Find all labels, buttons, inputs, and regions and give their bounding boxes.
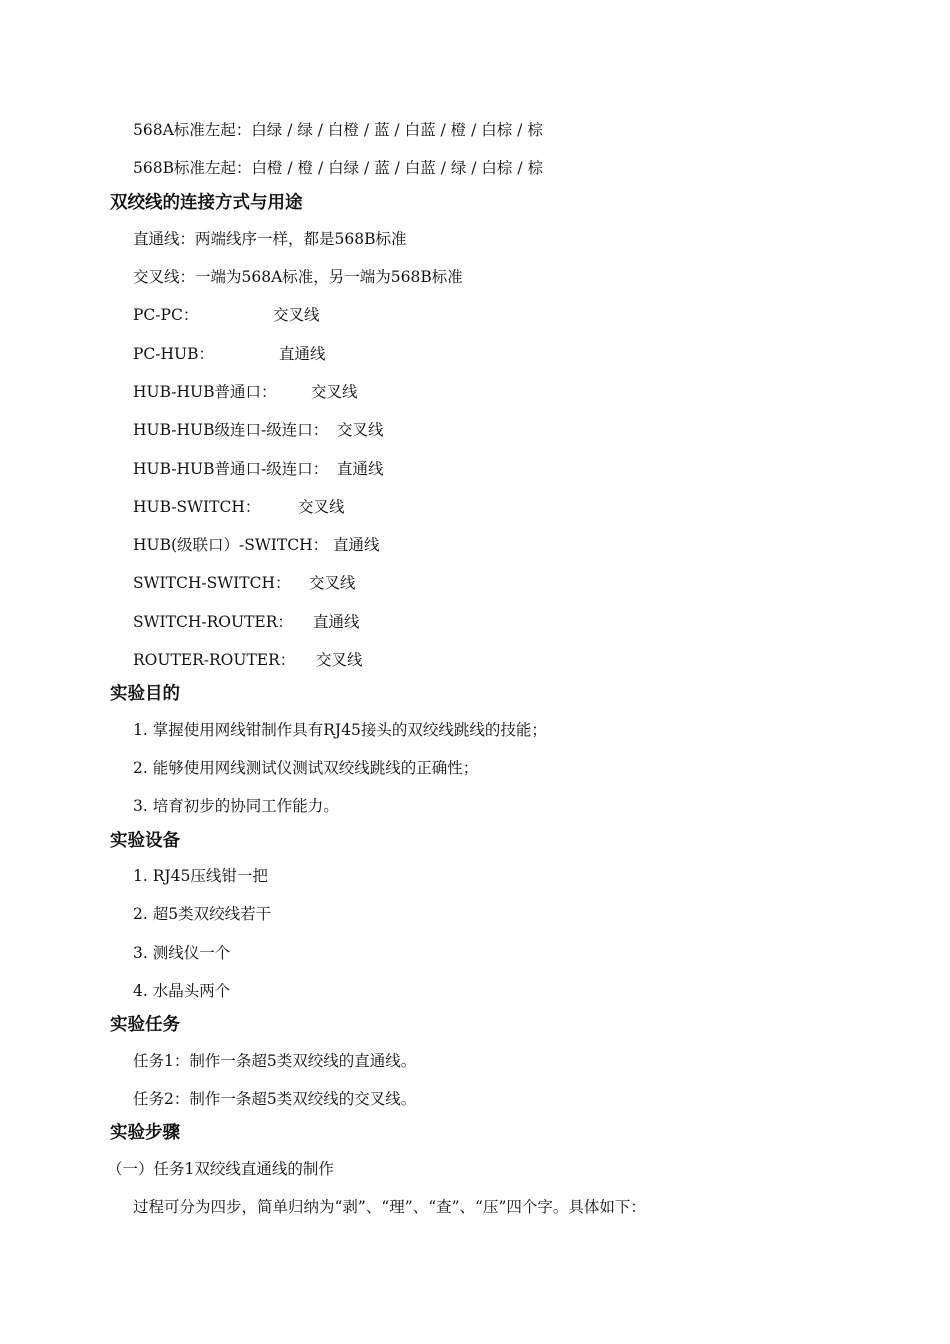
section-heading-purpose: 实验目的: [110, 684, 180, 704]
purpose-item: 2. 能够使用网线测试仪测试双绞线跳线的正确性；: [133, 759, 479, 777]
pair-label: HUB-SWITCH：: [133, 498, 261, 516]
pair-value: 交叉线: [311, 383, 358, 401]
section-heading-steps: 实验步骤: [110, 1123, 180, 1143]
purpose-item: 3. 培育初步的协同工作能力。: [133, 797, 339, 815]
section-heading-connection: 双绞线的连接方式与用途: [110, 193, 303, 213]
section-heading-tasks: 实验任务: [110, 1015, 180, 1035]
pair-value: 交叉线: [337, 421, 384, 439]
pair-label: SWITCH-SWITCH：: [133, 574, 291, 592]
equipment-item: 1. RJ45压线钳一把: [133, 867, 268, 885]
pair-value: 交叉线: [298, 498, 345, 516]
task-item: 任务2：制作一条超5类双绞线的交叉线。: [133, 1090, 417, 1108]
equipment-item: 3. 测线仪一个: [133, 944, 231, 962]
steps-text: 过程可分为四步，简单归纳为“剥”、“理”、“查”、“压”四个字。具体如下：: [133, 1198, 646, 1216]
purpose-item: 1. 掌握使用网线钳制作具有RJ45接头的双绞线跳线的技能；: [133, 721, 547, 739]
equipment-item: 2. 超5类双绞线若干: [133, 905, 272, 923]
pair-value: 交叉线: [309, 574, 356, 592]
pair-label: HUB-HUB普通口：: [133, 383, 277, 401]
cross-cable-definition: 交叉线：一端为568A标准，另一端为568B标准: [133, 268, 463, 286]
pair-label: PC-PC：: [133, 306, 199, 324]
pair-label: HUB(级联口）-SWITCH：: [133, 536, 329, 554]
steps-subheading: （一）任务1双绞线直通线的制作: [107, 1160, 334, 1178]
pair-value: 交叉线: [273, 306, 320, 324]
pair-label: ROUTER-ROUTER：: [133, 651, 296, 669]
pair-label: SWITCH-ROUTER：: [133, 613, 293, 631]
standard-568b: 568B标准左起：白橙 / 橙 / 白绿 / 蓝 / 白蓝 / 绿 / 白棕 / 棕: [133, 159, 544, 177]
pair-value: 直通线: [313, 613, 360, 631]
equipment-item: 4. 水晶头两个: [133, 982, 231, 1000]
pair-value: 直通线: [279, 345, 326, 363]
pair-label: HUB-HUB级连口-级连口：: [133, 421, 329, 439]
task-item: 任务1：制作一条超5类双绞线的直通线。: [133, 1052, 417, 1070]
pair-label: PC-HUB：: [133, 345, 214, 363]
pair-value: 直通线: [333, 536, 380, 554]
pair-label: HUB-HUB普通口-级连口：: [133, 460, 329, 478]
section-heading-equipment: 实验设备: [110, 831, 180, 851]
pair-value: 交叉线: [316, 651, 363, 669]
pair-value: 直通线: [337, 460, 384, 478]
standard-568a: 568A标准左起：白绿 / 绿 / 白橙 / 蓝 / 白蓝 / 橙 / 白棕 / 棕: [133, 121, 543, 139]
straight-cable-definition: 直通线：两端线序一样，都是568B标准: [133, 230, 407, 248]
